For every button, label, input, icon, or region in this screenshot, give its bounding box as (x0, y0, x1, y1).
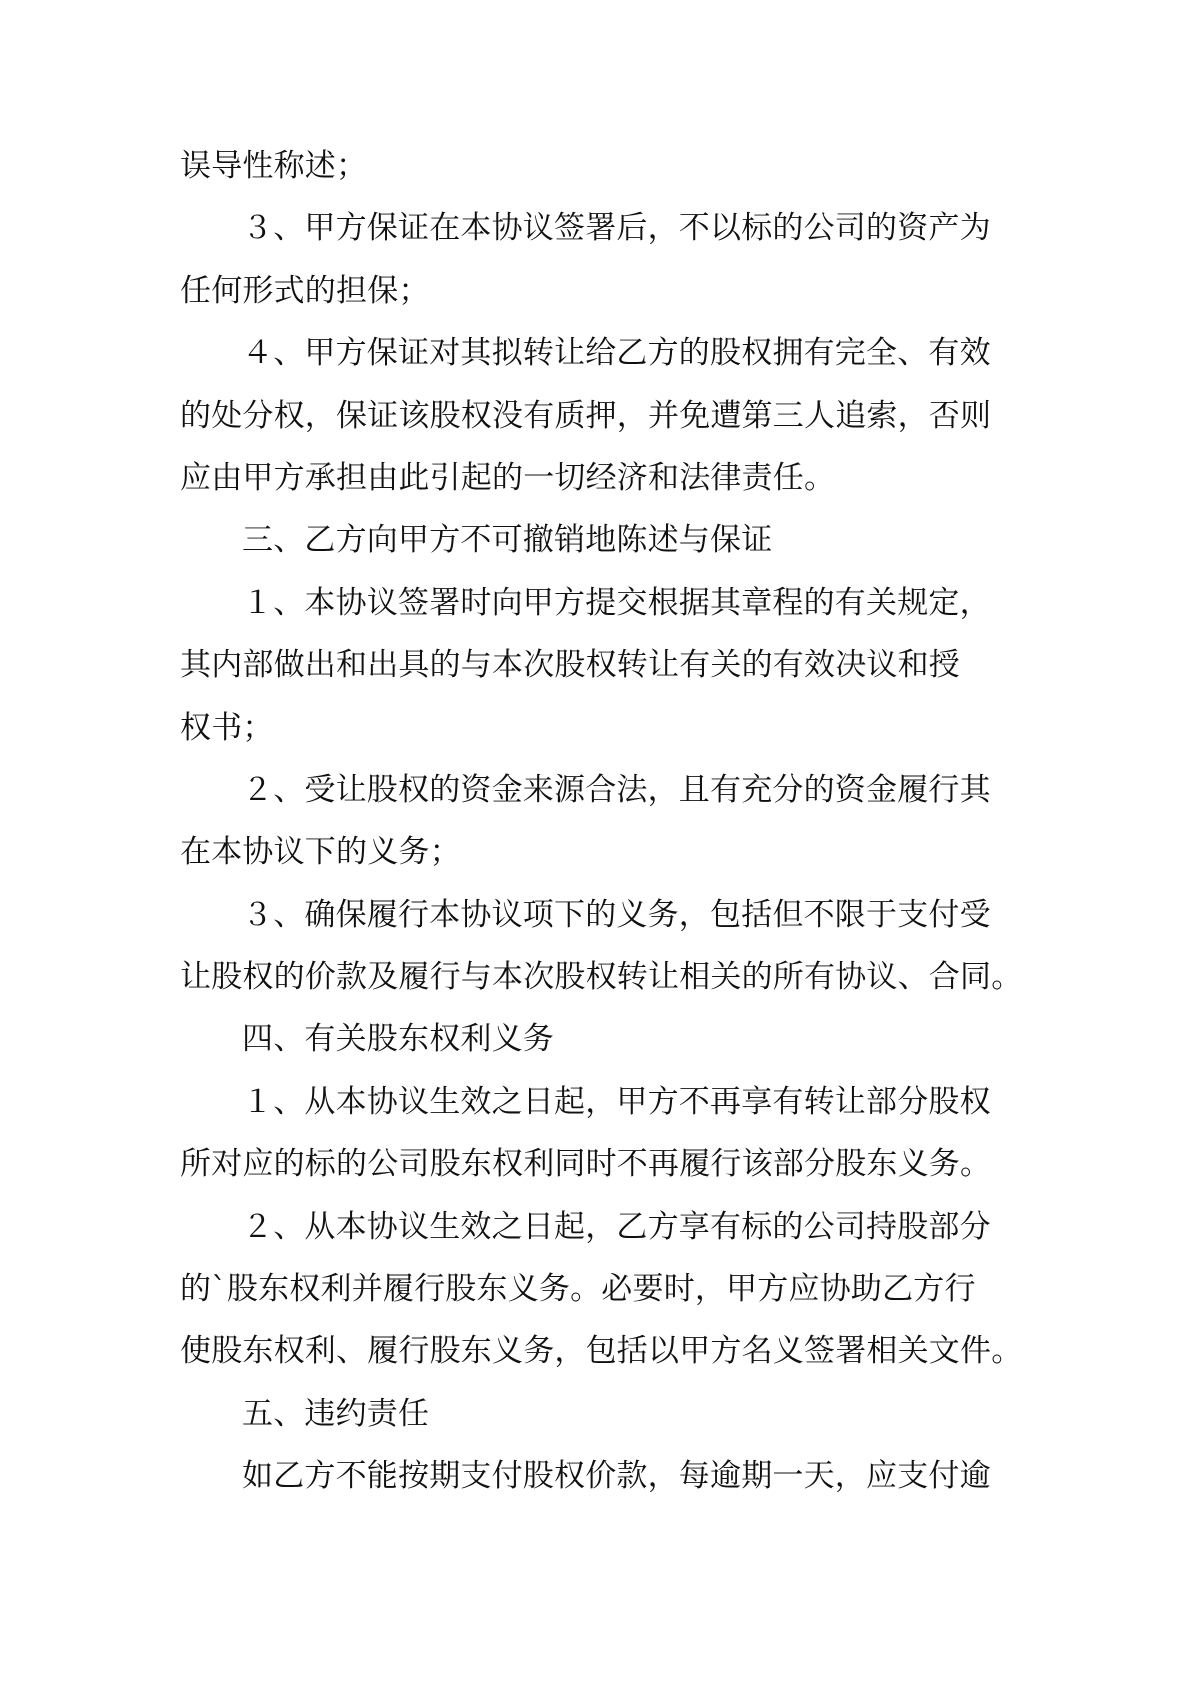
section-heading: 五、违约责任 (242, 1395, 430, 1432)
text-line: ２、受让股权的资金来源合法，且有充分的资金履行其 (242, 771, 991, 808)
section-heading: 四、有关股东权利义务 (242, 1021, 554, 1058)
text-line: 所对应的标的公司股东权利同时不再履行该部分股东义务。 (180, 1146, 992, 1183)
text-line: 权书； (180, 709, 274, 746)
text-line: 应由甲方承担由此引起的一切经济和法律责任。 (180, 459, 836, 496)
text-line: １、本协议签署时向甲方提交根据其章程的有关规定， (242, 584, 991, 621)
text-line: ３、确保履行本协议项下的义务，包括但不限于支付受 (242, 896, 991, 933)
text-line: 任何形式的担保； (180, 272, 430, 309)
document-body (180, 135, 1060, 1508)
text-line: １、从本协议生效之日起，甲方不再享有转让部分股权 (242, 1083, 991, 1120)
section-heading: 三、乙方向甲方不可撤销地陈述与保证 (242, 522, 773, 559)
text-line: 的`股东权利并履行股东义务。必要时，甲方应协助乙方行 (180, 1271, 976, 1308)
text-line: ４、甲方保证对其拟转让给乙方的股权拥有完全、有效 (242, 335, 991, 372)
text-line: 让股权的价款及履行与本次股权转让相关的所有协议、合同。 (180, 959, 1023, 996)
text-line: 在本协议下的义务； (180, 834, 461, 871)
text-line: 误导性称述； (180, 148, 368, 184)
text-line: 如乙方不能按期支付股权价款，每逾期一天，应支付逾 (242, 1458, 991, 1495)
text-line: 其内部做出和出具的与本次股权转让有关的有效决议和授 (180, 647, 960, 684)
text-line: 使股东权利、履行股东义务，包括以甲方名义签署相关文件。 (180, 1333, 1023, 1370)
text-line: ３、甲方保证在本协议签署后，不以标的公司的资产为 (242, 210, 991, 247)
text-line: ２、从本协议生效之日起，乙方享有标的公司持股部分 (242, 1208, 991, 1245)
text-line: 的处分权，保证该股权没有质押，并免遭第三人追索，否则 (180, 397, 992, 434)
